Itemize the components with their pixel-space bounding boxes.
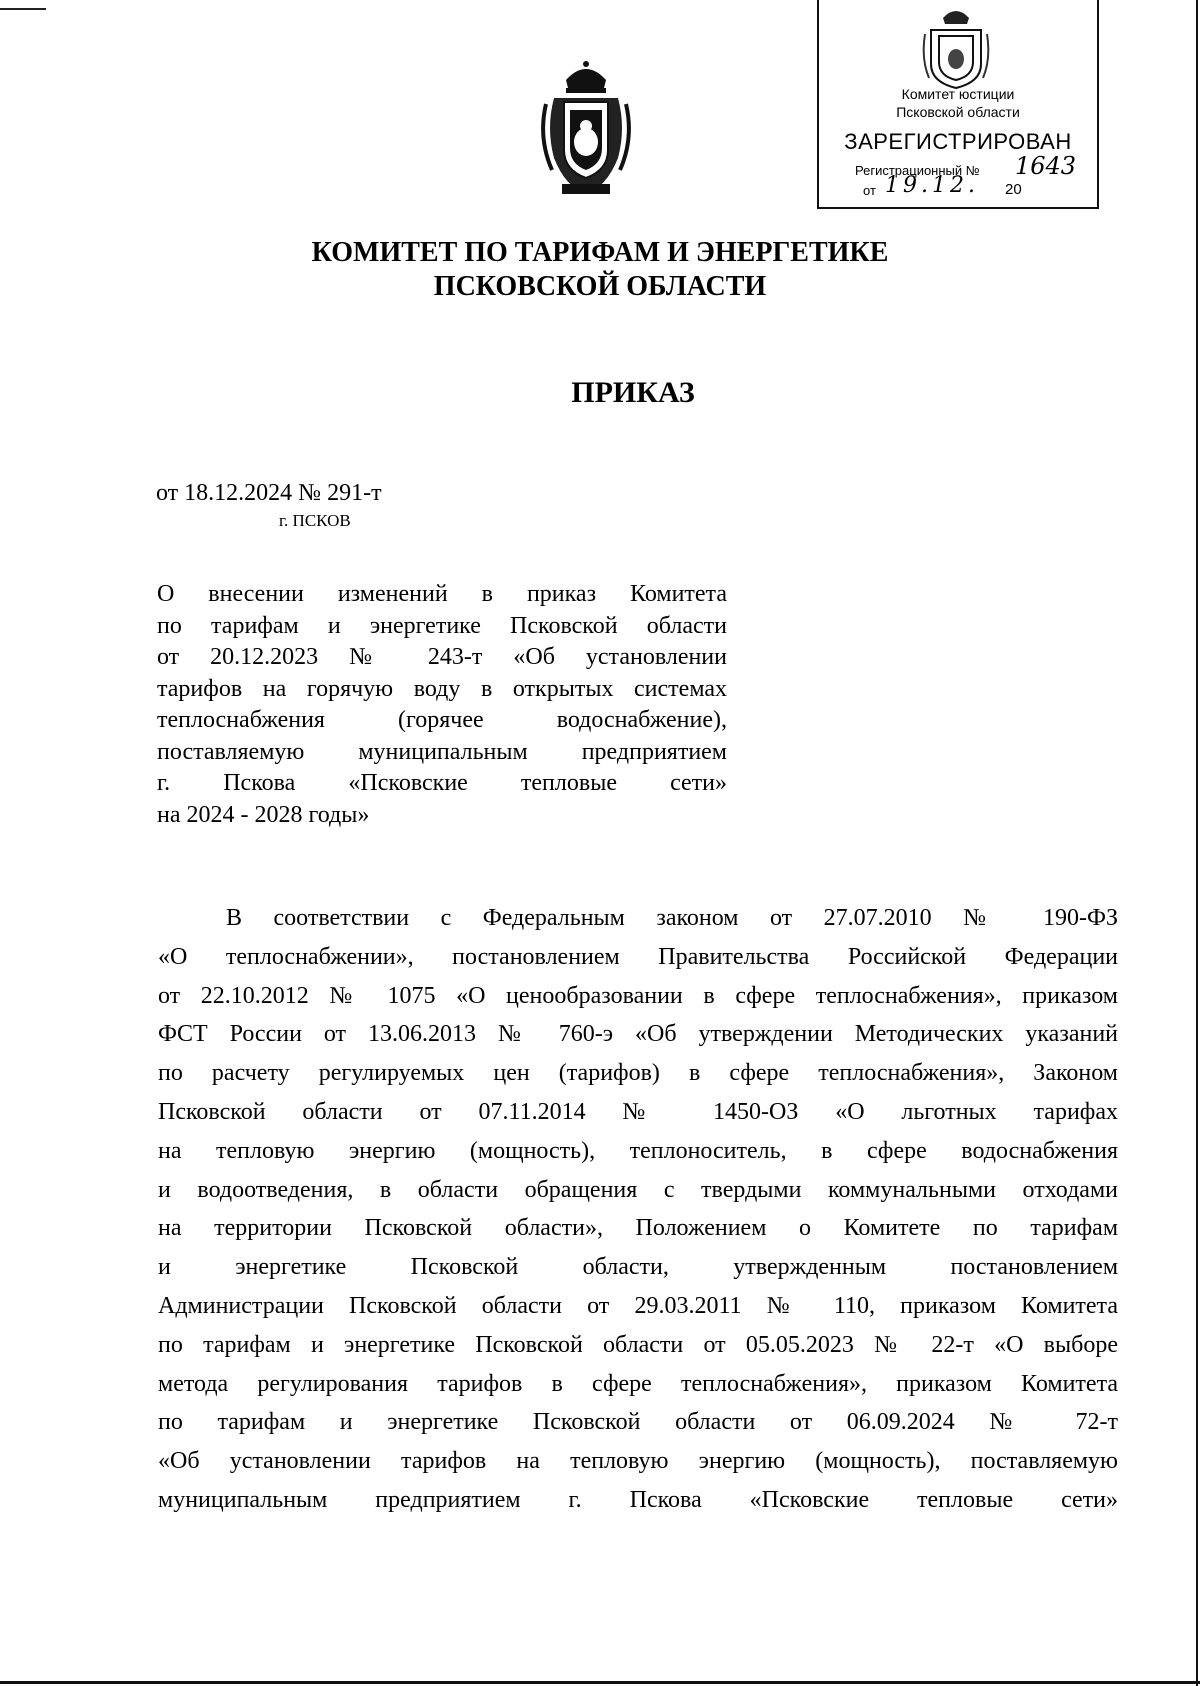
subject-line: теплоснабжения (горячее водоснабжение), (157, 707, 727, 733)
body-line: и энергетике Псковской области, утвержденным постановлением (158, 1254, 1118, 1281)
subject-line: на 2024 - 2028 годы» (157, 801, 370, 828)
subject-line: поставляемую муниципальным предприятием (157, 738, 727, 765)
document-type: ПРИКАЗ (571, 376, 695, 409)
registration-stamp (817, 0, 1099, 209)
body-line: Администрации Псковской области от 29.03.2011 № 110, приказом Комитета (158, 1292, 1118, 1319)
body-line: муниципальным предприятием г. Пскова «Псковские тепловые сети» (158, 1486, 1118, 1513)
body-line: В соответствии с Федеральным законом от 27.07.2010 № 190-ФЗ (226, 905, 1118, 931)
stamp-status: ЗАРЕГИСТРИРОВАН (844, 129, 1072, 154)
subject-line: тарифов на горячую воду в открытых системах (157, 675, 727, 702)
stamp-year-value: 20 (1005, 181, 1022, 198)
stamp-org-line-2: Псковской области (896, 104, 1020, 120)
page-edge-bottom (0, 1681, 1200, 1684)
body-line: на тепловую энергию (мощность), теплоноситель, в сфере водоснабжения (158, 1137, 1118, 1164)
subject-line: от 20.12.2023 № 243-т «Об установлении (157, 644, 727, 670)
scan-corner-mark (0, 8, 46, 10)
body-line: и водоотведения, в области обращения с твердыми коммунальными отходами (158, 1176, 1118, 1203)
document-date-number: от 18.12.2024 № 291-т (156, 480, 382, 506)
subject-line: О внесении изменений в приказ Комитета (157, 581, 727, 607)
stamp-date-value: 19.12. (885, 173, 979, 198)
body-line: по тарифам и энергетике Псковской области от 06.09.2024 № 72-т (158, 1409, 1118, 1436)
body-line: метода регулирования тарифов в сфере теплоснабжения», приказом Комитета (158, 1370, 1118, 1397)
body-line: по расчету регулируемых цен (тарифов) в сфере теплоснабжения», Законом (158, 1060, 1118, 1087)
body-line: на территории Псковской области», Положением о Комитете по тарифам (158, 1215, 1118, 1242)
organization-title (0, 236, 1200, 304)
body-line: ФСТ России от 13.06.2013 № 760-э «Об утверждении Методических указаний (158, 1021, 1118, 1048)
organization-title-line-2: ПСКОВСКОЙ ОБЛАСТИ (433, 271, 767, 302)
stamp-reg-number: 1643 (1015, 152, 1077, 180)
stamp-emblem-icon (921, 4, 991, 90)
stamp-date-label: от (863, 183, 876, 198)
document-body (158, 899, 1118, 1520)
stamp-reg-label: Регистрационный № (855, 163, 980, 178)
stamp-org-line-1: Комитет юстиции (901, 86, 1015, 102)
body-line: от 22.10.2012 № 1075 «О ценообразовании в сфере теплоснабжения», приказом (158, 982, 1118, 1009)
subject-line: по тарифам и энергетике Псковской области (157, 612, 727, 639)
document-city: г. ПСКОВ (279, 511, 351, 530)
document-subject (157, 579, 727, 831)
body-line: по тарифам и энергетике Псковской области от 05.05.2023 № 22-т «О выборе (158, 1331, 1118, 1358)
body-line: «Об установлении тарифов на тепловую энергию (мощность), поставляемую (158, 1448, 1118, 1475)
subject-line: г. Пскова «Псковские тепловые сети» (157, 770, 727, 796)
organization-title-line-1: КОМИТЕТ ПО ТАРИФАМ И ЭНЕРГЕТИКЕ (311, 237, 889, 268)
body-line: Псковской области от 07.11.2014 № 1450-ОЗ «О льготных тарифах (158, 1098, 1118, 1125)
coat-of-arms-emblem (536, 58, 636, 198)
body-line: «О теплоснабжении», постановлением Правительства Российской Федерации (158, 943, 1118, 970)
